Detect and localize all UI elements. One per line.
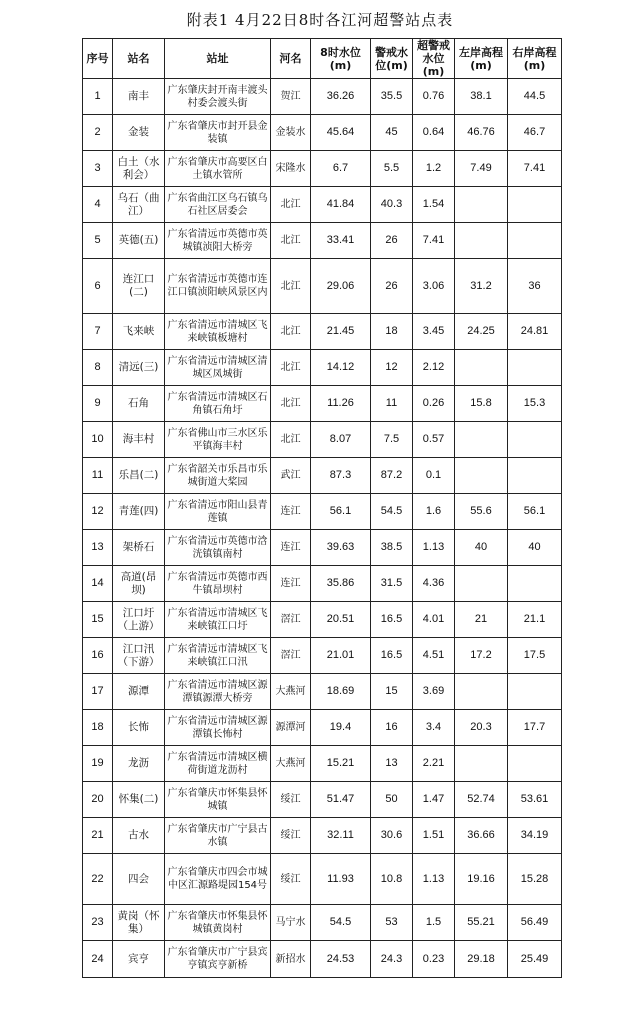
water-level: 21.45 [311, 314, 371, 350]
water-level: 11.26 [311, 386, 371, 422]
water-level: 19.4 [311, 710, 371, 746]
row-number: 3 [83, 151, 113, 187]
water-level: 6.7 [311, 151, 371, 187]
warning-level: 16 [371, 710, 413, 746]
right-bank-elevation: 21.1 [508, 602, 562, 638]
over-warning: 4.36 [413, 566, 455, 602]
row-number: 16 [83, 638, 113, 674]
row-number: 15 [83, 602, 113, 638]
warning-level: 31.5 [371, 566, 413, 602]
document-title: 附表1 4月22日8时各江河超警站点表 [186, 11, 454, 29]
over-warning: 0.23 [413, 941, 455, 978]
station-address: 广东省清远市清城区飞来峡镇江口汛 [165, 638, 271, 674]
row-number: 7 [83, 314, 113, 350]
water-level: 21.01 [311, 638, 371, 674]
over-warning: 0.76 [413, 79, 455, 115]
station-name: 金装 [113, 115, 165, 151]
row-number: 18 [83, 710, 113, 746]
station-address: 广东省清远市清城区横荷街道龙沥村 [165, 746, 271, 782]
row-number: 12 [83, 494, 113, 530]
river-name: 北江 [271, 386, 311, 422]
over-warning: 3.06 [413, 259, 455, 314]
station-name: 长怖 [113, 710, 165, 746]
station-address: 广东省清远市英德市浛洸镇镇南村 [165, 530, 271, 566]
left-bank-elevation: 17.2 [455, 638, 508, 674]
station-address: 广东省清远市清城区源潭镇长怖村 [165, 710, 271, 746]
row-number: 9 [83, 386, 113, 422]
left-bank-elevation [455, 422, 508, 458]
station-address: 广东省清远市清城区飞来峡镇板塘村 [165, 314, 271, 350]
station-name: 四会 [113, 854, 165, 905]
right-bank-elevation [508, 350, 562, 386]
left-bank-elevation [455, 187, 508, 223]
water-level: 36.26 [311, 79, 371, 115]
over-warning: 4.51 [413, 638, 455, 674]
over-warning: 1.5 [413, 905, 455, 941]
station-address: 广东省清远市英德市英城镇浈阳大桥旁 [165, 223, 271, 259]
row-number: 21 [83, 818, 113, 854]
right-bank-elevation: 15.28 [508, 854, 562, 905]
right-bank-elevation [508, 458, 562, 494]
table-row [83, 151, 562, 187]
warning-level: 87.2 [371, 458, 413, 494]
left-bank-elevation [455, 746, 508, 782]
station-name: 连江口(二) [113, 259, 165, 314]
warning-level: 26 [371, 259, 413, 314]
water-level: 87.3 [311, 458, 371, 494]
table-row [83, 458, 562, 494]
left-bank-elevation [455, 458, 508, 494]
right-bank-elevation: 25.49 [508, 941, 562, 978]
warning-level: 16.5 [371, 602, 413, 638]
over-warning: 0.64 [413, 115, 455, 151]
table-header-row [83, 39, 562, 79]
station-name: 龙沥 [113, 746, 165, 782]
column-header: 警戒水位(m) [371, 39, 413, 79]
table-row [83, 350, 562, 386]
warning-level: 15 [371, 674, 413, 710]
left-bank-elevation: 52.74 [455, 782, 508, 818]
river-name: 贺江 [271, 79, 311, 115]
table-row [83, 187, 562, 223]
left-bank-elevation: 24.25 [455, 314, 508, 350]
row-number: 14 [83, 566, 113, 602]
water-level: 33.41 [311, 223, 371, 259]
station-address: 广东省肇庆市怀集县怀城镇 [165, 782, 271, 818]
right-bank-elevation: 40 [508, 530, 562, 566]
water-level: 51.47 [311, 782, 371, 818]
right-bank-elevation: 44.5 [508, 79, 562, 115]
column-header: 8时水位(m) [311, 39, 371, 79]
station-name: 源潭 [113, 674, 165, 710]
right-bank-elevation [508, 187, 562, 223]
table-row [83, 782, 562, 818]
station-name: 海丰村 [113, 422, 165, 458]
row-number: 22 [83, 854, 113, 905]
station-name: 青莲(四) [113, 494, 165, 530]
river-name: 大燕河 [271, 674, 311, 710]
left-bank-elevation: 55.6 [455, 494, 508, 530]
table-row [83, 259, 562, 314]
right-bank-elevation: 34.19 [508, 818, 562, 854]
station-name: 乐昌(二) [113, 458, 165, 494]
station-address: 广东省肇庆市四会市城中区汇源路堤园154号 [165, 854, 271, 905]
station-address: 广东省清远市清城区清城区凤城街 [165, 350, 271, 386]
water-level: 15.21 [311, 746, 371, 782]
station-address: 广东省清远市清城区源潭镇源潭大桥旁 [165, 674, 271, 710]
water-level: 35.86 [311, 566, 371, 602]
table-row [83, 710, 562, 746]
station-address: 广东省清远市清城区飞来峡镇江口圩 [165, 602, 271, 638]
water-level: 14.12 [311, 350, 371, 386]
right-bank-elevation: 7.41 [508, 151, 562, 187]
table-row [83, 941, 562, 978]
river-name: 北江 [271, 259, 311, 314]
right-bank-elevation: 53.61 [508, 782, 562, 818]
over-warning: 3.45 [413, 314, 455, 350]
row-number: 23 [83, 905, 113, 941]
river-name: 北江 [271, 187, 311, 223]
warning-level: 50 [371, 782, 413, 818]
right-bank-elevation [508, 746, 562, 782]
river-name: 北江 [271, 350, 311, 386]
river-name: 金装水 [271, 115, 311, 151]
left-bank-elevation: 15.8 [455, 386, 508, 422]
water-level: 20.51 [311, 602, 371, 638]
station-name: 古水 [113, 818, 165, 854]
warning-level: 38.5 [371, 530, 413, 566]
table-row [83, 115, 562, 151]
row-number: 17 [83, 674, 113, 710]
left-bank-elevation: 20.3 [455, 710, 508, 746]
river-name: 绥江 [271, 818, 311, 854]
column-header: 站名 [113, 39, 165, 79]
warning-level: 18 [371, 314, 413, 350]
warning-level: 24.3 [371, 941, 413, 978]
left-bank-elevation: 40 [455, 530, 508, 566]
row-number: 5 [83, 223, 113, 259]
station-address: 广东省清远市英德市连江口镇浈阳峡风景区内 [165, 259, 271, 314]
station-address: 广东省肇庆市封开县金装镇 [165, 115, 271, 151]
station-address: 广东省曲江区乌石镇乌石社区居委会 [165, 187, 271, 223]
column-header: 河名 [271, 39, 311, 79]
station-name: 高道(昂坝) [113, 566, 165, 602]
over-warning: 0.1 [413, 458, 455, 494]
warning-level: 16.5 [371, 638, 413, 674]
river-name: 马宁水 [271, 905, 311, 941]
station-address: 广东省韶关市乐昌市乐城街道大桨园 [165, 458, 271, 494]
over-warning: 3.69 [413, 674, 455, 710]
river-name: 武江 [271, 458, 311, 494]
station-address: 广东省肇庆市高要区白土镇水管所 [165, 151, 271, 187]
water-level: 45.64 [311, 115, 371, 151]
station-name: 黄岗（怀集） [113, 905, 165, 941]
warning-level: 7.5 [371, 422, 413, 458]
station-address: 广东省肇庆市广宁县古水镇 [165, 818, 271, 854]
row-number: 4 [83, 187, 113, 223]
table-row [83, 223, 562, 259]
station-address: 广东省佛山市三水区乐平镇海丰村 [165, 422, 271, 458]
water-level: 39.63 [311, 530, 371, 566]
over-warning: 1.51 [413, 818, 455, 854]
water-level: 54.5 [311, 905, 371, 941]
station-name: 石角 [113, 386, 165, 422]
station-name: 怀集(二) [113, 782, 165, 818]
over-warning: 2.21 [413, 746, 455, 782]
station-name: 架桥石 [113, 530, 165, 566]
over-warning: 1.13 [413, 530, 455, 566]
row-number: 19 [83, 746, 113, 782]
table-row [83, 638, 562, 674]
row-number: 8 [83, 350, 113, 386]
left-bank-elevation: 31.2 [455, 259, 508, 314]
left-bank-elevation: 7.49 [455, 151, 508, 187]
station-table [82, 38, 562, 978]
column-header: 序号 [83, 39, 113, 79]
right-bank-elevation: 56.49 [508, 905, 562, 941]
station-name: 江口汛（下游） [113, 638, 165, 674]
row-number: 20 [83, 782, 113, 818]
station-address: 广东省肇庆市广宁县宾亨镇宾亨新桥 [165, 941, 271, 978]
row-number: 24 [83, 941, 113, 978]
table-body [83, 79, 562, 978]
table-row [83, 530, 562, 566]
river-name: 连江 [271, 494, 311, 530]
over-warning: 1.54 [413, 187, 455, 223]
warning-level: 35.5 [371, 79, 413, 115]
right-bank-elevation: 17.5 [508, 638, 562, 674]
table-row [83, 314, 562, 350]
river-name: 绥江 [271, 854, 311, 905]
row-number: 10 [83, 422, 113, 458]
station-name: 乌石（曲江） [113, 187, 165, 223]
table-row [83, 905, 562, 941]
station-address: 广东省清远市英德市西牛镇昂坝村 [165, 566, 271, 602]
station-name: 飞来峡 [113, 314, 165, 350]
water-level: 29.06 [311, 259, 371, 314]
river-name: 滘江 [271, 638, 311, 674]
column-header: 右岸高程(m) [508, 39, 562, 79]
column-header: 左岸高程(m) [455, 39, 508, 79]
station-name: 宾亨 [113, 941, 165, 978]
river-name: 北江 [271, 314, 311, 350]
right-bank-elevation [508, 674, 562, 710]
left-bank-elevation [455, 350, 508, 386]
river-name: 大燕河 [271, 746, 311, 782]
left-bank-elevation: 36.66 [455, 818, 508, 854]
station-address: 广东省清远市阳山县青莲镇 [165, 494, 271, 530]
water-level: 11.93 [311, 854, 371, 905]
table-row [83, 746, 562, 782]
left-bank-elevation: 21 [455, 602, 508, 638]
station-name: 英德(五) [113, 223, 165, 259]
warning-level: 13 [371, 746, 413, 782]
river-name: 连江 [271, 566, 311, 602]
warning-level: 30.6 [371, 818, 413, 854]
station-name: 江口圩（上游） [113, 602, 165, 638]
left-bank-elevation: 19.16 [455, 854, 508, 905]
right-bank-elevation: 56.1 [508, 494, 562, 530]
station-name: 南丰 [113, 79, 165, 115]
right-bank-elevation: 36 [508, 259, 562, 314]
water-level: 8.07 [311, 422, 371, 458]
over-warning: 1.13 [413, 854, 455, 905]
row-number: 2 [83, 115, 113, 151]
left-bank-elevation: 46.76 [455, 115, 508, 151]
row-number: 11 [83, 458, 113, 494]
warning-level: 53 [371, 905, 413, 941]
station-address: 广东省肇庆市怀集县怀城镇黄岗村 [165, 905, 271, 941]
river-name: 宋隆水 [271, 151, 311, 187]
right-bank-elevation: 24.81 [508, 314, 562, 350]
station-address: 广东省清远市清城区石角镇石角圩 [165, 386, 271, 422]
warning-level: 40.3 [371, 187, 413, 223]
over-warning: 3.4 [413, 710, 455, 746]
warning-level: 10.8 [371, 854, 413, 905]
over-warning: 4.01 [413, 602, 455, 638]
table-row [83, 674, 562, 710]
left-bank-elevation: 55.21 [455, 905, 508, 941]
table-row [83, 79, 562, 115]
column-header: 站址 [165, 39, 271, 79]
river-name: 绥江 [271, 782, 311, 818]
water-level: 32.11 [311, 818, 371, 854]
river-name: 滘江 [271, 602, 311, 638]
right-bank-elevation [508, 566, 562, 602]
warning-level: 12 [371, 350, 413, 386]
table-row [83, 818, 562, 854]
warning-level: 5.5 [371, 151, 413, 187]
warning-level: 11 [371, 386, 413, 422]
right-bank-elevation [508, 422, 562, 458]
left-bank-elevation: 38.1 [455, 79, 508, 115]
water-level: 56.1 [311, 494, 371, 530]
river-name: 北江 [271, 223, 311, 259]
river-name: 连江 [271, 530, 311, 566]
left-bank-elevation [455, 223, 508, 259]
right-bank-elevation: 46.7 [508, 115, 562, 151]
left-bank-elevation: 29.18 [455, 941, 508, 978]
right-bank-elevation: 15.3 [508, 386, 562, 422]
table-row [83, 566, 562, 602]
table-row [83, 494, 562, 530]
station-name: 清远(三) [113, 350, 165, 386]
water-level: 24.53 [311, 941, 371, 978]
left-bank-elevation [455, 674, 508, 710]
water-level: 41.84 [311, 187, 371, 223]
over-warning: 1.2 [413, 151, 455, 187]
table-row [83, 854, 562, 905]
row-number: 6 [83, 259, 113, 314]
table-row [83, 602, 562, 638]
river-name: 新招水 [271, 941, 311, 978]
table-row [83, 386, 562, 422]
row-number: 13 [83, 530, 113, 566]
row-number: 1 [83, 79, 113, 115]
right-bank-elevation: 17.7 [508, 710, 562, 746]
warning-level: 54.5 [371, 494, 413, 530]
over-warning: 0.26 [413, 386, 455, 422]
over-warning: 2.12 [413, 350, 455, 386]
river-name: 北江 [271, 422, 311, 458]
left-bank-elevation [455, 566, 508, 602]
warning-level: 45 [371, 115, 413, 151]
water-level: 18.69 [311, 674, 371, 710]
table-row [83, 422, 562, 458]
over-warning: 7.41 [413, 223, 455, 259]
over-warning: 1.47 [413, 782, 455, 818]
over-warning: 0.57 [413, 422, 455, 458]
station-name: 白土（水利会） [113, 151, 165, 187]
station-address: 广东肇庆封开南丰渡头村委会渡头街 [165, 79, 271, 115]
right-bank-elevation [508, 223, 562, 259]
column-header: 超警戒水位(m) [413, 39, 455, 79]
over-warning: 1.6 [413, 494, 455, 530]
river-name: 源潭河 [271, 710, 311, 746]
warning-level: 26 [371, 223, 413, 259]
